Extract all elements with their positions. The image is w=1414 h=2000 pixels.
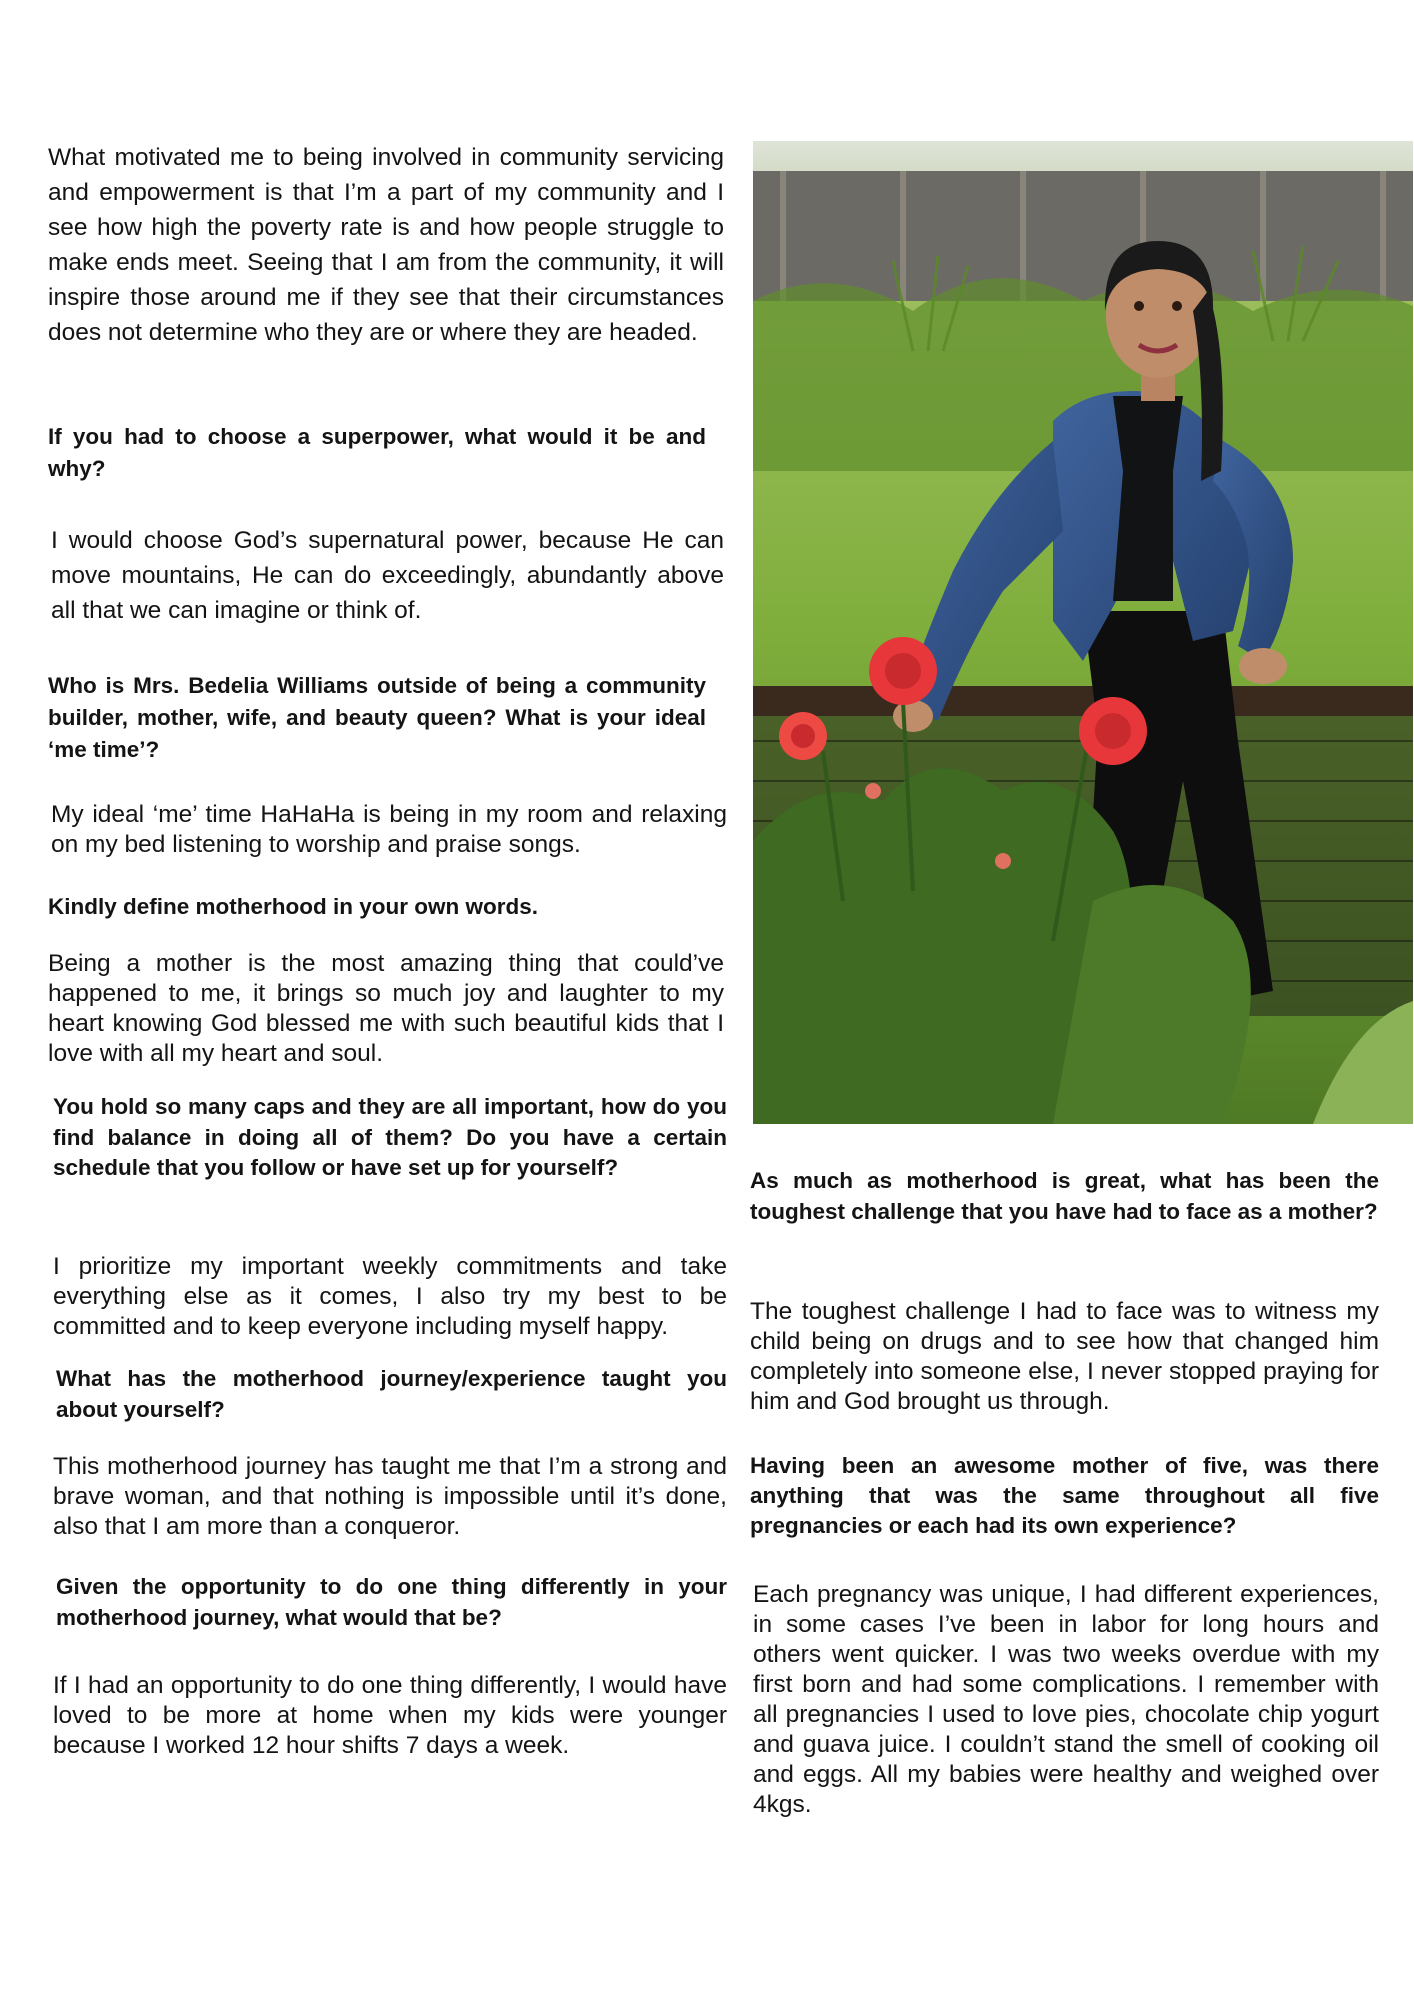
question-define-motherhood: Kindly define motherhood in your own words. <box>48 894 539 919</box>
portrait-photo <box>753 141 1413 1124</box>
answer-taught: This motherhood journey has taught me that I’m a strong and brave woman, and that nothing is impossible until it’s done, also that I am more than a conqueror. <box>53 1453 727 1540</box>
question-taught: What has the motherhood journey/experience taught you about yourself? <box>56 1366 727 1422</box>
answer-balance: I prioritize my important weekly commitments and take everything else as it comes, I also try my best to be committed and to keep everyone including myself happy. <box>53 1253 727 1340</box>
question-pregnancies: Having been an awesome mother of five, was there anything that was the same throughout all five pregnancies or each had its own experience? <box>750 1453 1379 1538</box>
question-differently: Given the opportunity to do one thing differently in your motherhood journey, what would that be? <box>56 1574 727 1630</box>
question-balance: You hold so many caps and they are all important, how do you find balance in doing all of them? Do you have a certain schedule that you follow or have set up for yourself? <box>53 1094 727 1180</box>
answer-pregnancies: Each pregnancy was unique, I had different experiences, in some cases I’ve been in labor for long hours and others went quicker. I was two weeks overdue with my first born and had some complications. I remember with all pregnancies I used to love pies, chocolate chip yogurt and guava juice. I couldn’t stand the smell of cooking oil and eggs. All my babies were healthy and weighed over 4kgs. <box>753 1581 1379 1818</box>
answer-define-motherhood: Being a mother is the most amazing thing that could’ve happened to me, it brings so much joy and laughter to my heart knowing God blessed me with such beautiful kids that I love with all my heart and soul. <box>48 950 724 1067</box>
intro-paragraph: What motivated me to being involved in community servicing and empowerment is that I’m a part of my community and I see how high the poverty rate is and how people struggle to make ends meet. Seeing that I am from the community, it will inspire those around me if they see that their circumstances does not determine who they are or where they are headed. <box>48 144 724 346</box>
question-who-is: Who is Mrs. Bedelia Williams outside of being a community builder, mother, wife, and beauty queen? What is your ideal ‘me time’? <box>48 673 706 762</box>
question-superpower: If you had to choose a superpower, what would it be and why? <box>48 424 706 481</box>
answer-toughest-challenge: The toughest challenge I had to face was to witness my child being on drugs and to see how that changed him completely into someone else, I never stopped praying for him and God brought us through. <box>750 1298 1379 1415</box>
answer-who-is: My ideal ‘me’ time HaHaHa is being in my room and relaxing on my bed listening to worship and praise songs. <box>51 801 727 858</box>
answer-differently: If I had an opportunity to do one thing differently, I would have loved to be more at home when my kids were younger because I worked 12 hour shifts 7 days a week. <box>53 1672 727 1759</box>
question-toughest-challenge: As much as motherhood is great, what has been the toughest challenge that you have had to face as a mother? <box>750 1168 1379 1224</box>
answer-superpower: I would choose God’s supernatural power, because He can move mountains, He can do exceedingly, abundantly above all that we can imagine or think of. <box>51 527 724 624</box>
